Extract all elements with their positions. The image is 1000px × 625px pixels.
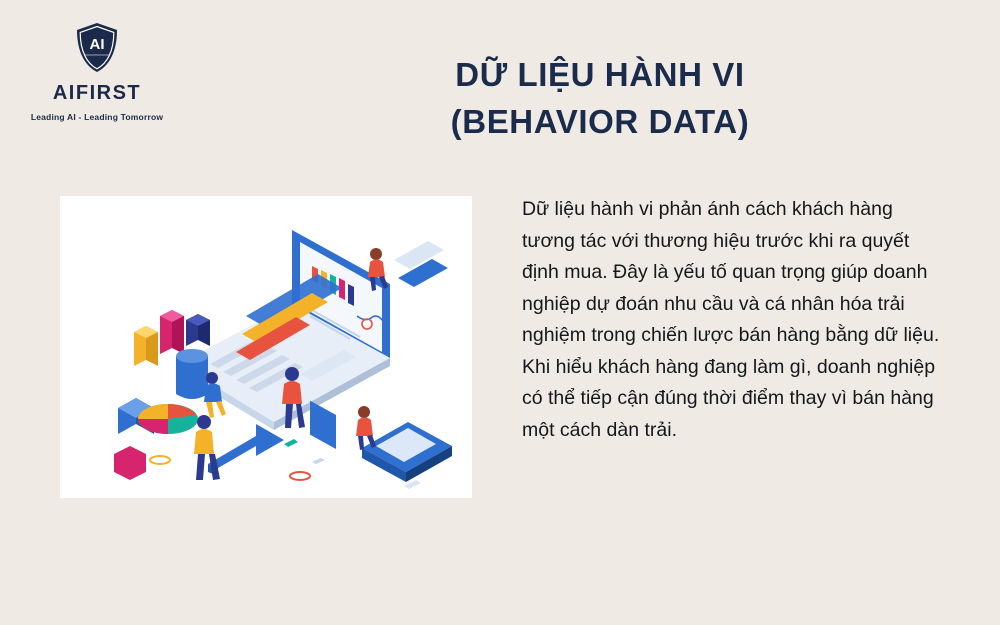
shield-ai-icon [75, 22, 119, 74]
page-title [230, 52, 970, 146]
brand-logo [22, 22, 172, 122]
logo-tagline: Leading AI - Leading Tomorrow [30, 112, 164, 122]
svg-text:AI: AI [89, 36, 105, 53]
title-line-secondary: (BEHAVIOR DATA) [450, 102, 750, 140]
title-line-primary: DỮ LIỆU HÀNH VI [455, 56, 745, 93]
body-paragraph: Dữ liệu hành vi phản ánh cách khách hàng tương tác với thương hiệu trước khi ra quyết định mua. Đây là yếu tố quan trọng giúp doanh nghiệp dự đoán nhu cầu và cá nhân hóa trải nghiệm trong chiến lược bán hàng bằng dữ liệu. Khi hiểu khách hàng đang làm gì, doanh nghiệp có thể tiếp cận đúng thời điểm thay vì bán hàng một cách dàn trải. [522, 198, 940, 442]
behavior-data-illustration [60, 196, 472, 498]
logo-wordmark: AIFIRST [52, 82, 142, 104]
